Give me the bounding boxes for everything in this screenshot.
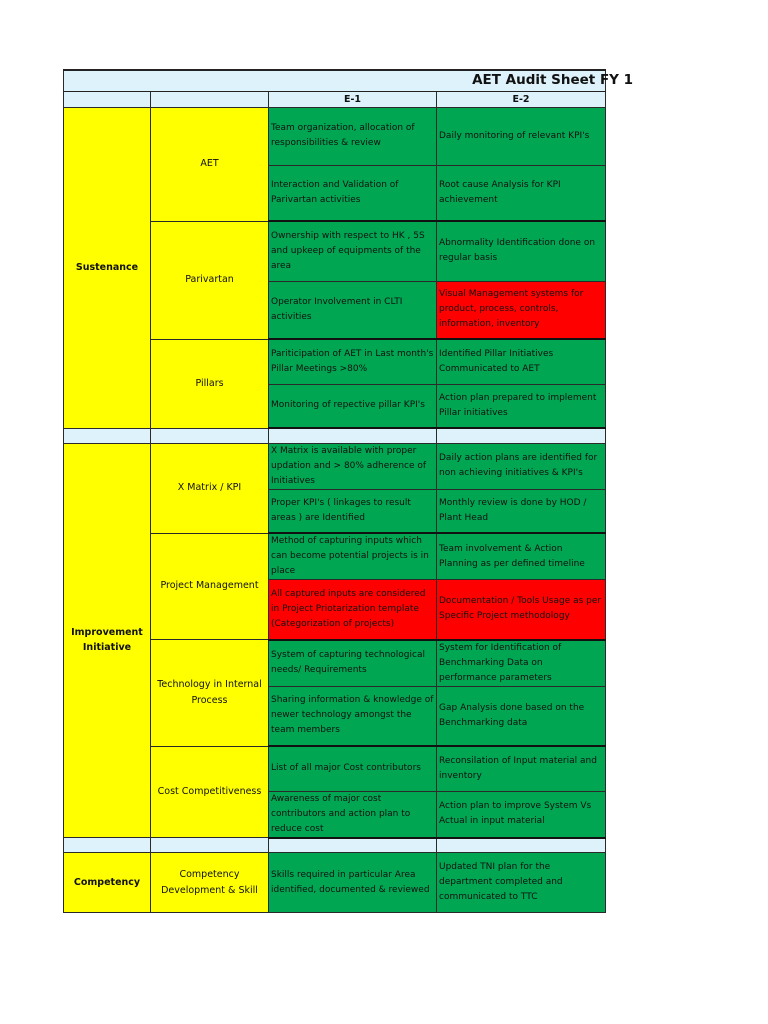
criteria-e2-cell: Reconsilation of Input material and inventory [437,746,606,791]
criteria-e2-cell: Documentation / Tools Usage as per Specific Project methodology [437,580,606,640]
criteria-e2-cell: Root cause Analysis for KPI achievement [437,165,606,221]
criteria-e1-cell: Pariticipation of AET in Last month's Pillar Meetings >80% [269,339,437,384]
spacer-cell [437,428,606,443]
criteria-e1-cell: Proper KPI's ( linkages to result areas ) are Identified [269,489,437,533]
audit-table [63,69,634,913]
spacer-cell [64,428,151,443]
criteria-e1-cell: Sharing information & knowledge of newer technology amongst the team members [269,686,437,746]
criteria-e2-cell: Gap Analysis done based on the Benchmarking data [437,686,606,746]
criteria-e1-cell: Method of capturing inputs which can become potential projects is in place [269,533,437,580]
spacer-row [64,838,606,853]
header-row [64,91,606,107]
category-cell: Sustenance [64,107,151,428]
header-blank-2 [151,91,269,107]
criteria-e1-cell: Skills required in particular Area identified, documented & reviewed [269,853,437,913]
group-cell: Pillars [151,339,269,428]
criteria-e1-cell: Team organization, allocation of responsibilities & review [269,107,437,165]
criteria-e2-cell: Visual Management systems for product, process, controls, information, inventory [437,281,606,339]
criteria-e1-cell: X Matrix is available with proper updation and > 80% adherence of Initiatives [269,443,437,489]
criteria-e2-cell: Identified Pillar Initiatives Communicated to AET [437,339,606,384]
spacer-cell [151,838,269,853]
title-row [64,70,606,91]
criteria-e1-cell: Ownership with respect to HK , 5S and upkeep of equipments of the area [269,221,437,281]
criteria-e2-cell: Daily monitoring of relevant KPI's [437,107,606,165]
group-cell: Project Management [151,533,269,640]
criteria-e1-cell: System of capturing technological needs/ Requirements [269,640,437,687]
spacer-cell [64,838,151,853]
criteria-e1-cell: List of all major Cost contributors [269,746,437,791]
table-row [64,107,606,165]
group-cell: AET [151,107,269,221]
group-cell: Competency Development & Skill [151,853,269,913]
criteria-e2-cell: Team involvement & Action Planning as per defined timeline [437,533,606,580]
spacer-cell [269,838,437,853]
category-cell: Improvement Initiative [64,443,151,838]
criteria-e2-cell: Daily action plans are identified for non achieving initiatives & KPI's [437,443,606,489]
column-header-e2: E-2 [437,91,606,107]
header-blank-1 [64,91,151,107]
criteria-e1-cell: Awareness of major cost contributors and action plan to reduce cost [269,791,437,838]
group-cell: Parivartan [151,221,269,339]
criteria-e1-cell: Interaction and Validation of Parivartan activities [269,165,437,221]
spacer-cell [269,428,437,443]
criteria-e1-cell: All captured inputs are considered in Project Priotarization template (Categorization of projects) [269,580,437,640]
audit-sheet [63,69,634,912]
table-row [64,853,606,913]
group-cell: Cost Competitiveness [151,746,269,838]
spacer-cell [151,428,269,443]
column-header-e1: E-1 [269,91,437,107]
spacer-row [64,428,606,443]
criteria-e2-cell: Updated TNI plan for the department completed and communicated to TTC [437,853,606,913]
sheet-title: AET Audit Sheet FY 1 [64,70,606,91]
group-cell: X Matrix / KPI [151,443,269,533]
category-cell: Competency [64,853,151,913]
criteria-e2-cell: Monthly review is done by HOD / Plant Head [437,489,606,533]
criteria-e2-cell: Action plan to improve System Vs Actual in input material [437,791,606,838]
criteria-e2-cell: Abnormality Identification done on regular basis [437,221,606,281]
criteria-e1-cell: Monitoring of repective pillar KPI's [269,384,437,428]
group-cell: Technology in Internal Process [151,640,269,747]
spacer-cell [437,838,606,853]
criteria-e1-cell: Operator Involvement in CLTI activities [269,281,437,339]
table-row [64,443,606,489]
criteria-e2-cell: Action plan prepared to implement Pillar initiatives [437,384,606,428]
criteria-e2-cell: System for Identification of Benchmarking Data on performance parameters [437,640,606,687]
